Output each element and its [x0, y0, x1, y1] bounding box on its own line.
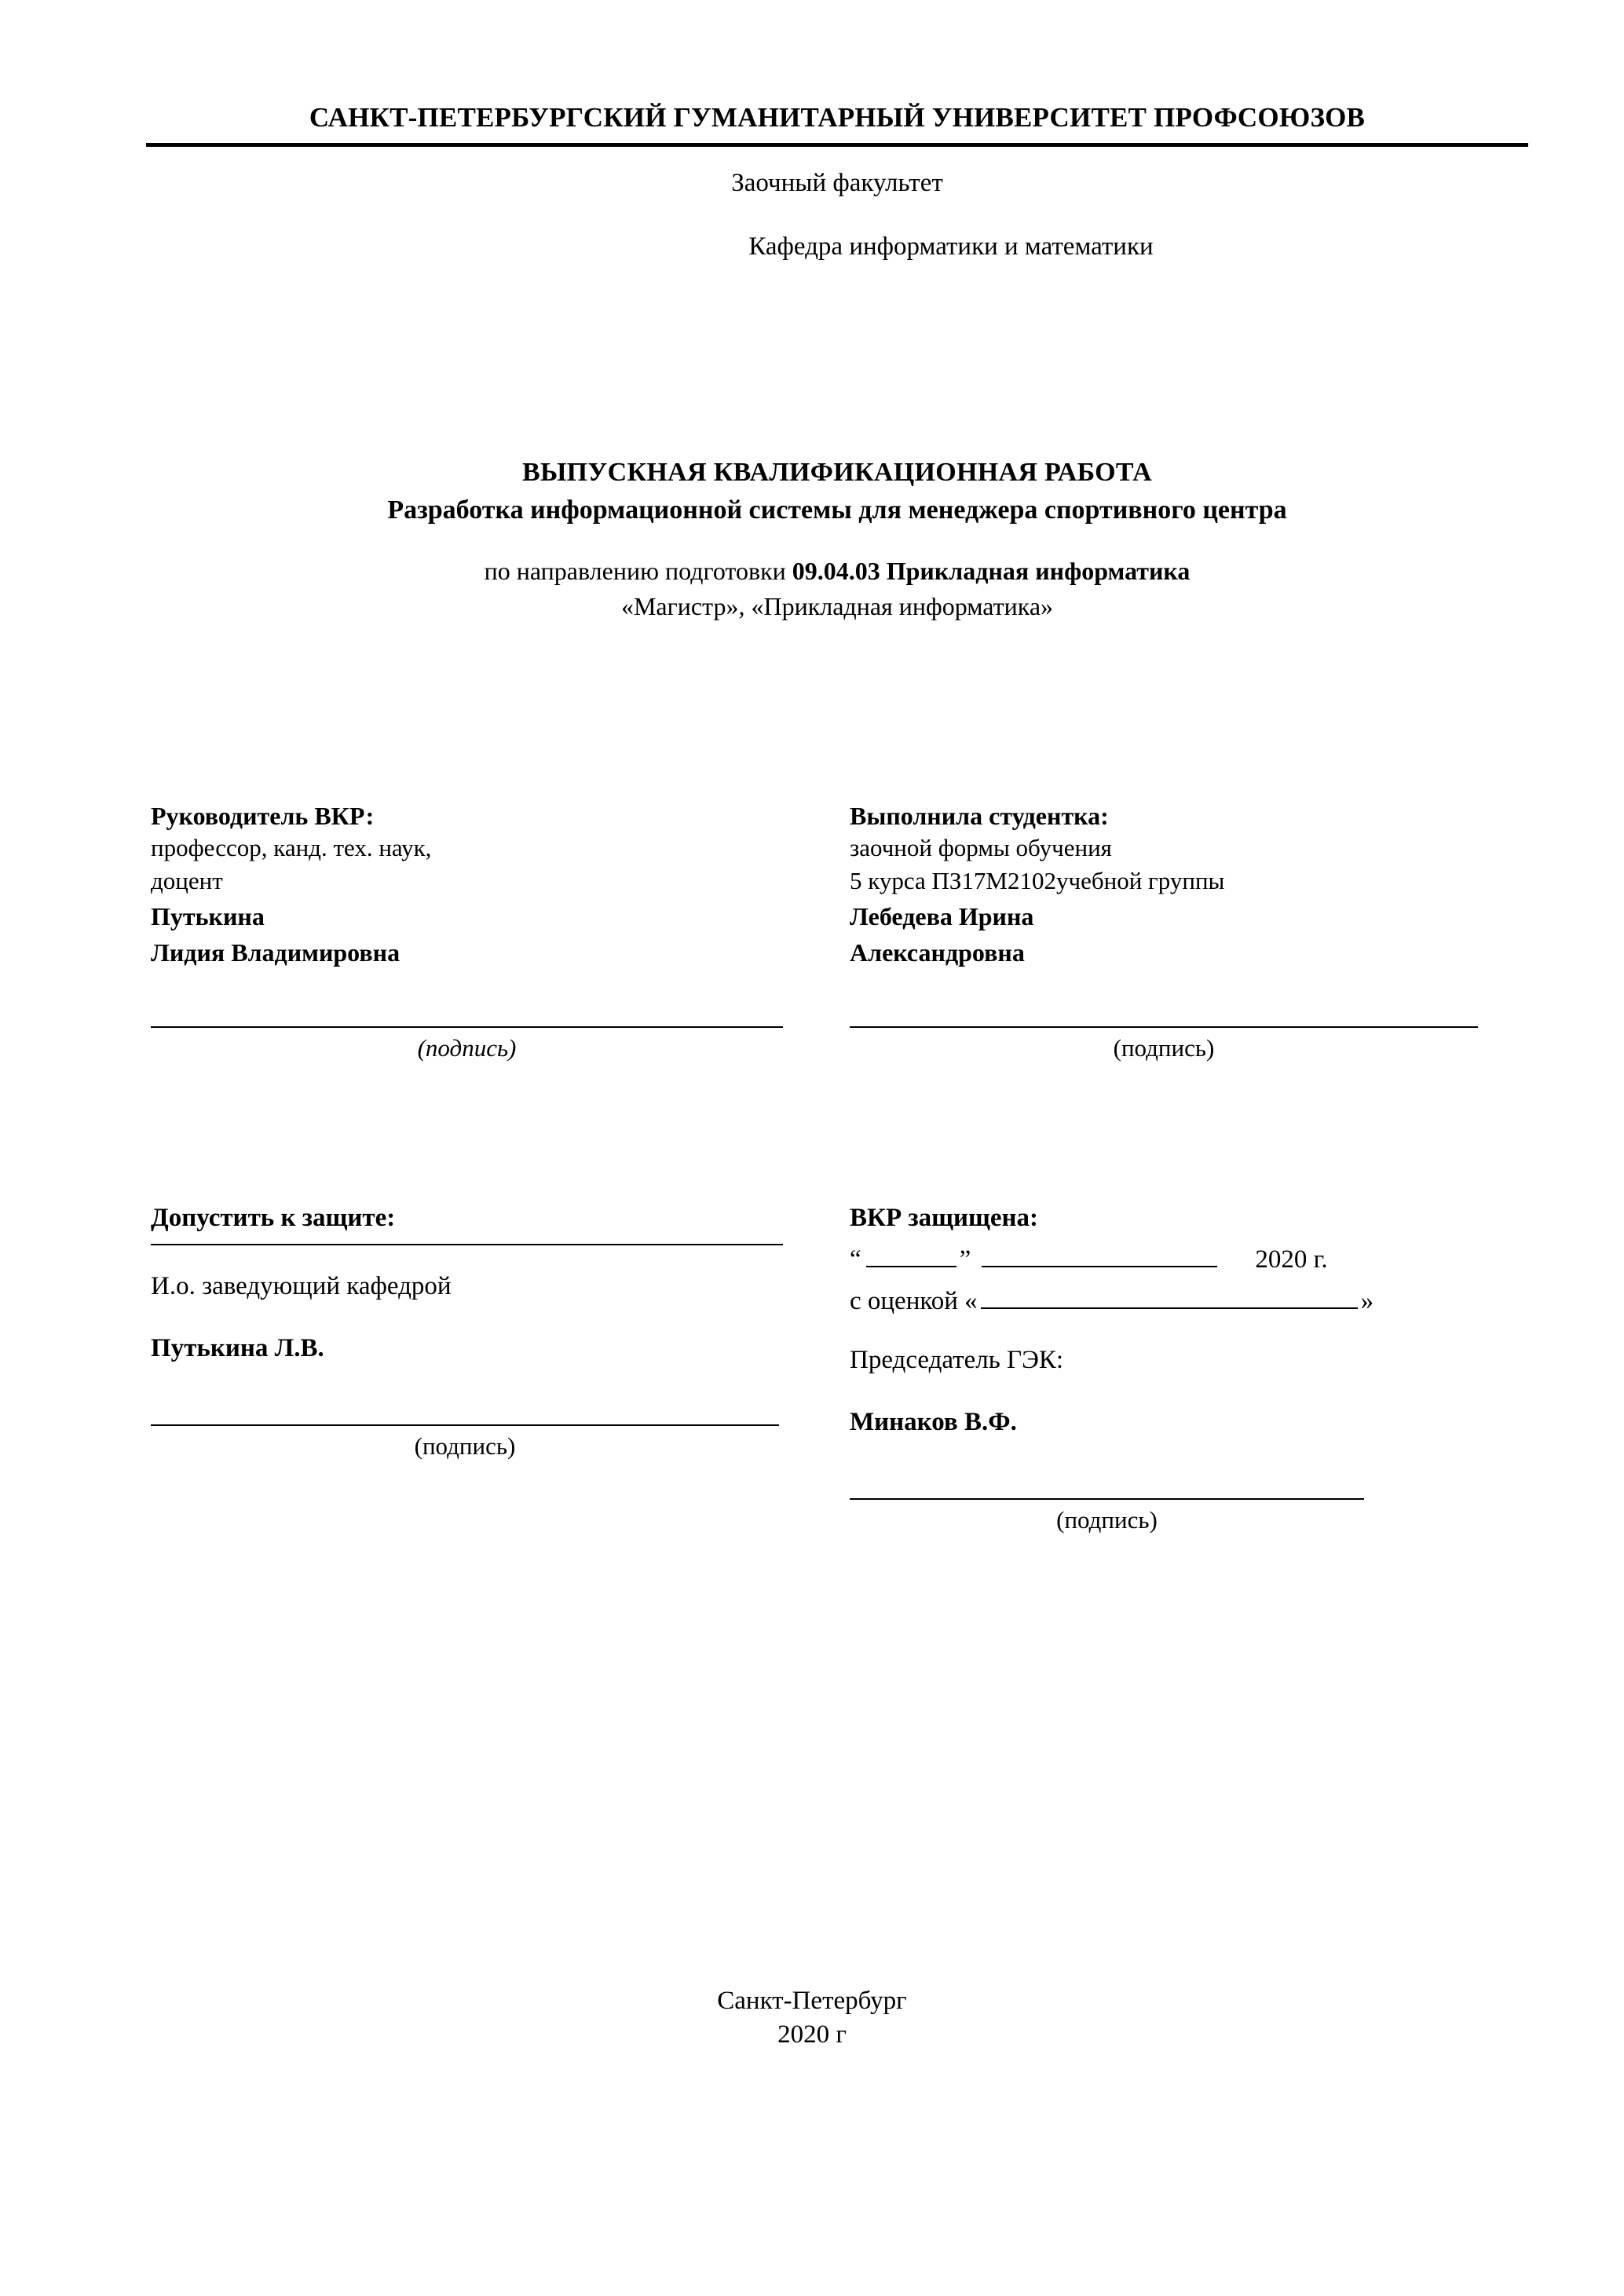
- admission-position: И.о. заведующий кафедрой: [151, 1271, 452, 1300]
- defence-quote-close: ”: [959, 1245, 971, 1274]
- direction-prefix: по направлению подготовки: [484, 557, 792, 585]
- defence-month-blank: [982, 1242, 1217, 1267]
- defence-heading: ВКР защищена:: [850, 1203, 1038, 1232]
- admission-heading: Допустить к защите:: [151, 1203, 396, 1232]
- student-signature-line: [850, 1026, 1478, 1028]
- university-name: САНКТ-ПЕТЕРБУРГСКИЙ ГУМАНИТАРНЫЙ УНИВЕРСИТЕТ ПРОФСОЮЗОВ: [309, 102, 1366, 133]
- work-type: ВЫПУСКНАЯ КВАЛИФИКАЦИОННАЯ РАБОТА: [521, 458, 1153, 487]
- page-footer: [0, 1987, 1624, 2049]
- student-name-line1: Лебедева Ирина: [850, 901, 1034, 930]
- page-content: [146, 102, 1528, 1534]
- approval-block: [146, 1204, 1528, 1534]
- faculty-name: Заочный факультет: [731, 169, 943, 197]
- student-signature-caption: (подпись): [1113, 1033, 1215, 1062]
- chair-name: Минаков В.Ф.: [850, 1407, 1017, 1436]
- department-name: Кафедра информатики и математики: [748, 232, 1154, 261]
- defence-quote-open: “: [850, 1245, 861, 1274]
- student-heading: Выполнила студентка:: [850, 802, 1109, 830]
- defence-block: [814, 1204, 1521, 1534]
- admission-name: Путькина Л.В.: [151, 1333, 324, 1362]
- direction-code: 09.04.03 Прикладная информатика: [792, 557, 1191, 585]
- defence-grade-blank: [981, 1284, 1358, 1309]
- defence-year: 2020 г.: [1255, 1245, 1328, 1274]
- defence-day-blank: [866, 1242, 956, 1267]
- direction-line: [146, 557, 1528, 586]
- admission-signature-caption: (подпись): [414, 1431, 516, 1460]
- admission-signature-line: [151, 1424, 779, 1426]
- supervisor-position-line2: доцент: [151, 866, 223, 894]
- degree-program: «Магистр», «Прикладная информатика»: [620, 592, 1054, 620]
- supervisor-heading: Руководитель ВКР:: [151, 802, 375, 830]
- header-divider: [146, 143, 1528, 147]
- student-course-group: 5 курса ПЗ17М2102учебной группы: [850, 866, 1225, 894]
- supervisor-signature-line: [151, 1026, 783, 1028]
- admission-rule: [151, 1244, 783, 1245]
- work-topic: Разработка информационной системы для менеджера спортивного центра: [387, 495, 1287, 525]
- student-block: [814, 802, 1521, 1062]
- people-block: [146, 802, 1528, 1062]
- admission-block: [146, 1204, 814, 1461]
- defence-grade-close: »: [1360, 1286, 1374, 1315]
- supervisor-given-names: Лидия Владимировна: [151, 938, 401, 967]
- defence-date-line: [850, 1242, 1521, 1274]
- defence-grade-line: [850, 1284, 1521, 1316]
- footer-city: Санкт-Петербург: [717, 1987, 907, 2015]
- student-form-of-study: заочной формы обучения: [850, 834, 1112, 861]
- student-name-line2: Александровна: [850, 938, 1025, 967]
- title-block: [146, 458, 1528, 621]
- chair-signature-line: [850, 1498, 1364, 1500]
- supervisor-block: [146, 802, 814, 1062]
- supervisor-surname: Путькина: [151, 901, 265, 930]
- chair-signature-caption: (подпись): [1056, 1505, 1158, 1534]
- supervisor-position-line1: профессор, канд. тех. наук,: [151, 834, 432, 861]
- footer-year: 2020 г: [777, 2020, 847, 2049]
- chair-label: Председатель ГЭК:: [850, 1345, 1064, 1374]
- supervisor-signature-caption: (подпись): [417, 1033, 517, 1062]
- defence-grade-label: с оценкой «: [850, 1286, 978, 1315]
